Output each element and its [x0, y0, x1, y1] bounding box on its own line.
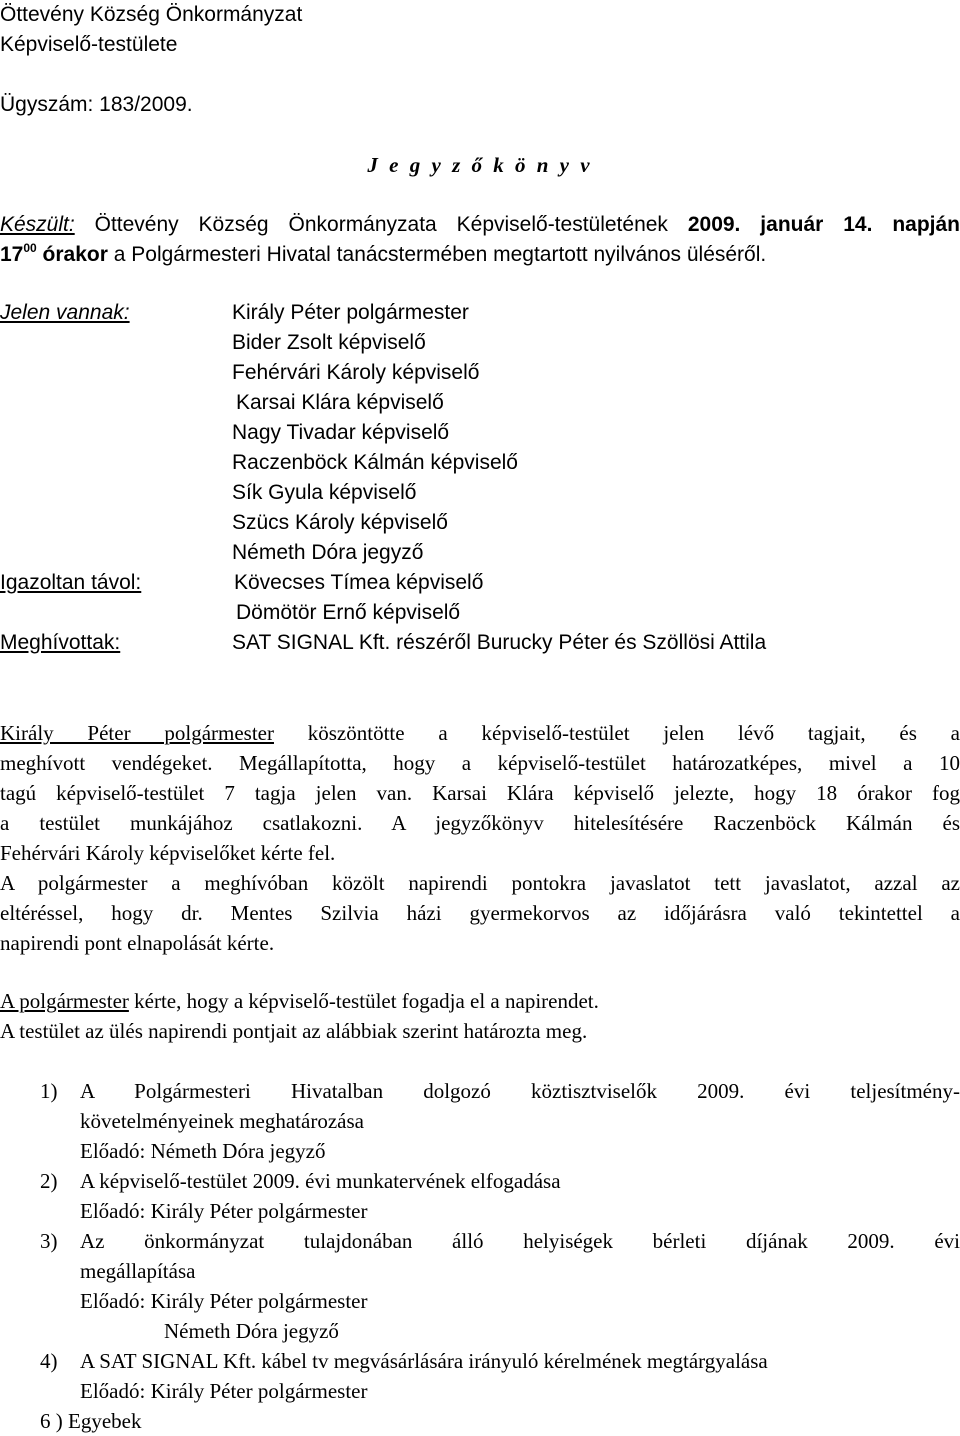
org-name: Öttevény Község Önkormányzat [0, 3, 303, 26]
agenda-item-1-presenter: Előadó: Németh Dóra jegyző [80, 1139, 326, 1163]
agenda-item-2-number: 2) [40, 1169, 58, 1193]
agenda-list [0, 1076, 960, 1433]
agenda-item-1-line-1: A Polgármesteri Hivatalban dolgozó köztisztviselők 2009. évi teljesítmény- [80, 1079, 960, 1103]
para1-line-3: tagú képviselő-testület 7 tagja jelen van. Karsai Klára képviselő jelezte, hogy 18 órakor fog [0, 781, 960, 805]
opening-paragraph [0, 718, 960, 868]
agenda-item-1-number: 1) [40, 1079, 58, 1103]
para3-line-1 [0, 986, 960, 1016]
agenda-item-3-number: 3) [40, 1229, 58, 1253]
para1-text-1: köszöntötte a képviselő-testület jelen lévő tagjait, és a [273, 721, 960, 745]
para1-line-1 [0, 718, 960, 748]
present-3: Fehérvári Károly képviselő [232, 361, 480, 384]
meeting-minute: 00 [23, 241, 37, 255]
intro-line-1 [0, 210, 960, 240]
present-1: Király Péter polgármester [232, 301, 469, 324]
agenda-item-4-presenter: Előadó: Király Péter polgármester [80, 1379, 368, 1403]
made-label: Készült: [0, 213, 75, 236]
present-8: Szücs Károly képviselő [232, 511, 448, 534]
para2-line-1: A polgármester a meghívóban közölt napirendi pontokra javaslatot tett javaslatot, azzal az [0, 871, 960, 895]
proposal-paragraph [0, 868, 960, 958]
agenda-item-2-line-1: A képviselő-testület 2009. évi munkatervének elfogadása [80, 1169, 561, 1193]
present-2: Bider Zsolt képviselő [232, 331, 426, 354]
intro-text-2: a Polgármesteri Hivatal tanácstermében megtartott nyilvános üléséről. [107, 243, 767, 266]
present-6: Raczenböck Kálmán képviselő [232, 451, 518, 474]
case-number: Ügyszám: 183/2009. [0, 93, 193, 116]
agenda-item-3-line-1: Az önkormányzat tulajdonában álló helyiségek bérleti díjának 2009. évi [80, 1229, 960, 1253]
org-header [0, 0, 960, 60]
document-title: J e g y z ő k ö n y v [367, 153, 593, 177]
intro-line-2 [0, 240, 960, 270]
para1-line-2: meghívott vendégeket. Megállapította, hogy a képviselő-testület határozatképes, mivel a 10 [0, 751, 960, 775]
agenda-item-3-line-2: megállapítása [80, 1259, 196, 1283]
intro-text-1: Öttevény Község Önkormányzata Képviselő-testületének [74, 213, 688, 236]
agenda-item-other: 6 ) Egyebek [40, 1409, 142, 1433]
invited-label: Meghívottak: [0, 631, 121, 654]
agenda-approval-paragraph [0, 986, 960, 1046]
agenda-item-4-line-1: A SAT SIGNAL Kft. kábel tv megvásárlására irányuló kérelmének megtárgyalása [80, 1349, 768, 1373]
para1-line-4: a testület munkájához csatlakozni. A jegyzőkönyv hitelesítésére Raczenböck Kálmán és [0, 811, 960, 835]
present-label: Jelen vannak: [0, 301, 130, 324]
agenda-item-3-presenter-2: Németh Dóra jegyző [164, 1319, 339, 1343]
absent-label: Igazoltan távol: [0, 571, 142, 594]
present-9: Németh Dóra jegyző [232, 541, 424, 564]
present-5: Nagy Tivadar képviselő [232, 421, 450, 444]
para3-line-2: A testület az ülés napirendi pontjait az alábbiak szerint határozta meg. [0, 1019, 588, 1043]
present-7: Sík Gyula képviselő [232, 481, 417, 504]
absent-2: Dömötör Ernő képviselő [236, 601, 461, 624]
meeting-hour: 17 [0, 243, 24, 266]
org-body: Képviselő-testülete [0, 33, 178, 56]
invited-1: SAT SIGNAL Kft. részéről Burucky Péter és Szöllösi Attila [232, 631, 767, 654]
mayor-title: A polgármester [0, 989, 129, 1013]
mayor-name: Király Péter polgármester [0, 721, 274, 745]
attendance-section [0, 298, 960, 658]
absent-1: Kövecses Tímea képviselő [234, 571, 484, 594]
agenda-item-1-line-2: követelményeinek meghatározása [80, 1109, 364, 1133]
time-word: órakor [36, 243, 108, 266]
para2-line-3: napirendi pont elnapolását kérte. [0, 931, 275, 955]
agenda-item-3-presenter: Előadó: Király Péter polgármester [80, 1289, 368, 1313]
para2-line-2: eltéréssel, hogy dr. Mentes Szilvia házi gyermekorvos az időjárásra való tekintettel a [0, 901, 960, 925]
para1-line-5: Fehérvári Károly képviselőket kérte fel. [0, 841, 336, 865]
meeting-date: 2009. január 14. napján [687, 213, 960, 236]
agenda-item-2-presenter: Előadó: Király Péter polgármester [80, 1199, 368, 1223]
present-4: Karsai Klára képviselő [236, 391, 444, 414]
agenda-item-4-number: 4) [40, 1349, 58, 1373]
para3-text-1: kérte, hogy a képviselő-testület fogadja el a napirendet. [128, 989, 599, 1013]
